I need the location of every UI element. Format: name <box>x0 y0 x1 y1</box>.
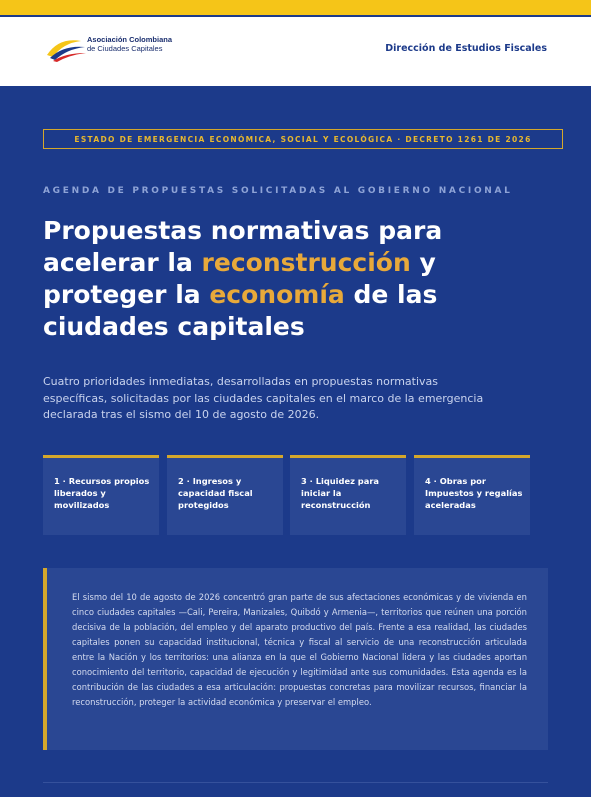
top-stripe <box>0 0 591 15</box>
priority-card-label: 4 · Obras por Impuestos y regalías aceleradas <box>425 476 523 510</box>
priority-card-label: 3 · Liquidez para iniciar la reconstrucción <box>301 476 380 510</box>
bottom-divider <box>43 782 548 783</box>
priority-card-1 <box>43 455 159 535</box>
priority-card-2 <box>167 455 283 535</box>
header-department-label: Dirección de Estudios Fiscales <box>385 43 547 54</box>
lead-paragraph: Cuatro prioridades inmediatas, desarrolladas en propuestas normativas específicas, solicitadas por las ciudades capitales en el marco de la emergencia declarada tras el sismo del 10 de agosto de 2026. <box>43 375 484 421</box>
logo-line-1: Asociación Colombiana <box>87 35 173 44</box>
priority-card-label: 2 · Ingresos y capacidad fiscal protegidos <box>178 476 253 510</box>
title-part-1: Propuestas normativas para acelerar la <box>43 216 443 277</box>
priority-card-label: 1 · Recursos propios liberados y movilizados <box>54 476 150 510</box>
title-part-3: de las ciudades capitales <box>43 280 438 341</box>
context-callout <box>43 568 548 750</box>
priority-card-3 <box>290 455 406 535</box>
header-bar <box>0 17 591 86</box>
priority-card-4 <box>414 455 530 535</box>
priority-cards <box>43 455 530 535</box>
logo-swoosh-icon <box>45 35 87 63</box>
emergency-banner <box>43 129 563 149</box>
logo[interactable] <box>45 31 175 65</box>
page-title <box>43 215 543 343</box>
title-highlight-2: economía <box>209 280 345 309</box>
title-highlight-1: reconstrucción <box>201 248 411 277</box>
logo-text <box>87 36 172 53</box>
section-kicker: AGENDA DE PROPUESTAS SOLICITADAS AL GOBIERNO NACIONAL <box>43 186 513 196</box>
context-callout-text: El sismo del 10 de agosto de 2026 concentró gran parte de sus afectaciones económicas y de vivienda en cinco ciudades capitales —Cali, Pereira, Manizales, Quibdó y Armenia—, territorios que reúnen una porción decisiva de la población, del empleo y del aparato productivo del país. Frente a esa realidad, las ciudades capitales ponen su capacidad institucional, técnica y fiscal al servicio de una reconstrucción articulada entre la Nación y los territorios: una alianza en la que el Gobierno Nacional lidera y las ciudades aportan conocimiento del territorio, capacidad de ejecución y legitimidad ante sus comunidades. Esta agenda es la contribución de las ciudades a esa articulación: propuestas concretas para movilizar recursos, financiar la reconstrucción, proteger la actividad económica y preservar el empleo. <box>72 592 527 707</box>
title-part-2: y proteger la <box>43 248 436 309</box>
logo-line-2: de Ciudades Capitales <box>87 43 163 53</box>
emergency-banner-text: ESTADO DE EMERGENCIA ECONÓMICA, SOCIAL Y ECOLÓGICA · DECRETO 1261 DE 2026 <box>74 134 532 144</box>
